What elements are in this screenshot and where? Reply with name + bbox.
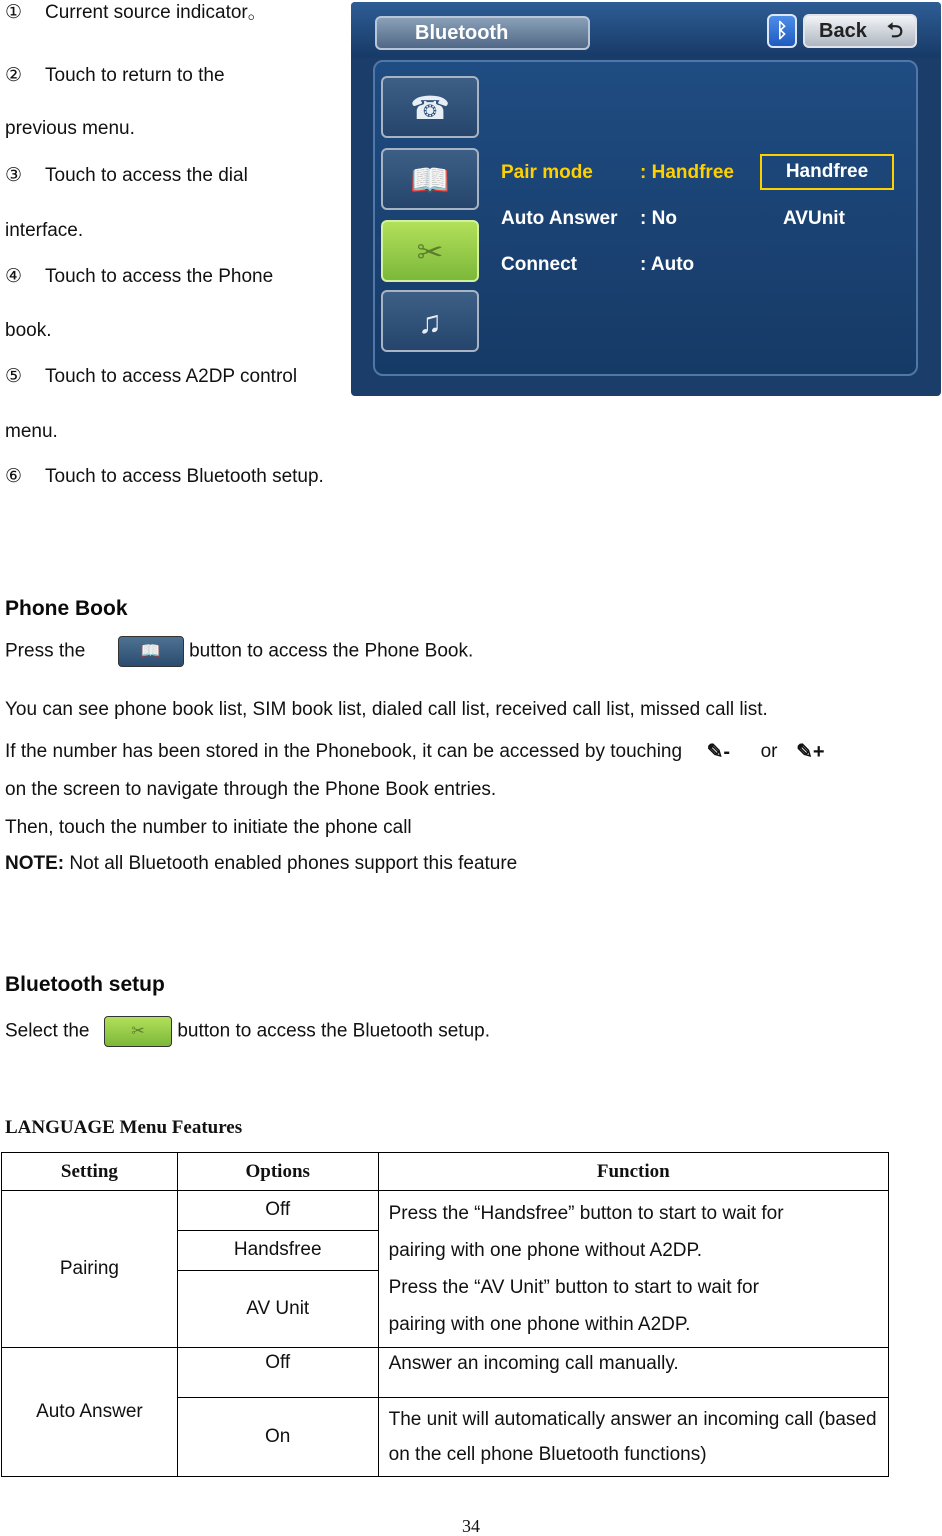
option-handsfree: Handsfree xyxy=(177,1230,378,1270)
next-entry-icon: ✎+ xyxy=(796,741,825,763)
option-off: Off xyxy=(177,1348,378,1398)
screen-title: Bluetooth xyxy=(375,16,590,50)
connect-value: : Auto xyxy=(640,254,695,275)
function-auto-answer: The unit will automatically answer an incoming call (based on the cell phone Bluetooth functions) xyxy=(378,1398,888,1477)
phonebook-button-icon xyxy=(118,636,184,667)
phonebook-icon: 📖 xyxy=(410,162,450,198)
dial-icon: ☎ xyxy=(410,90,450,126)
language-features-table xyxy=(1,1152,889,1477)
back-button[interactable] xyxy=(803,14,917,48)
table-header-row xyxy=(2,1153,889,1191)
function-manual-answer: Answer an incoming call manually. xyxy=(378,1348,888,1398)
phonebook-line-4: on the screen to navigate through the Phone Book entries. xyxy=(5,779,497,800)
bluetooth-source-icon: ᛒ xyxy=(767,14,797,48)
phonebook-line-1: Press the 📖 button to access the Phone Book. xyxy=(5,636,473,667)
option-off: Off xyxy=(177,1191,378,1231)
column-header-function: Function xyxy=(378,1153,888,1191)
pair-mode-value: : Handfree xyxy=(640,162,734,183)
callout-6: ⑥ Touch to access Bluetooth setup. xyxy=(5,466,324,487)
callout-4: ④ Touch to access the Phone xyxy=(5,266,274,287)
back-arrow-icon: ⮌ xyxy=(886,20,903,42)
previous-entry-icon: ✎- xyxy=(706,741,731,763)
a2dp-music-icon: ♫ xyxy=(418,304,442,340)
setting-pairing: Pairing xyxy=(2,1191,178,1348)
back-label: Back xyxy=(819,20,867,42)
language-features-heading: LANGUAGE Menu Features xyxy=(5,1117,243,1138)
note-label: NOTE: xyxy=(5,853,65,874)
option-av-unit: AV Unit xyxy=(177,1270,378,1348)
handfree-option-button[interactable]: Handfree xyxy=(760,154,894,190)
phonebook-glyph-icon: 📖 xyxy=(140,643,161,660)
column-header-options: Options xyxy=(177,1153,378,1191)
callout-2: ② Touch to return to the xyxy=(5,65,225,86)
pair-mode-label: Pair mode xyxy=(501,162,593,183)
a2dp-button[interactable] xyxy=(381,290,479,352)
table-row xyxy=(2,1191,889,1231)
callout-5-cont: menu. xyxy=(5,421,58,442)
dial-button[interactable] xyxy=(381,76,479,138)
phonebook-note: NOTE: Not all Bluetooth enabled phones support this feature xyxy=(5,853,518,874)
phonebook-line-5: Then, touch the number to initiate the phone call xyxy=(5,817,412,838)
phonebook-line-3: If the number has been stored in the Phonebook, it can be accessed by touching ✎- or ✎+ xyxy=(5,741,825,763)
auto-answer-value: : No xyxy=(640,208,677,229)
callout-2-cont: previous menu. xyxy=(5,118,135,139)
settings-tools-glyph-icon: ✂ xyxy=(131,1023,145,1040)
page-number: 34 xyxy=(462,1516,480,1536)
bluetooth-setup-button[interactable] xyxy=(381,220,479,282)
bluetooth-setup-button-icon xyxy=(104,1016,172,1047)
btsetup-line: Select the ✂ button to access the Bluetooth setup. xyxy=(5,1016,490,1047)
callout-3-cont: interface. xyxy=(5,220,84,241)
table-row xyxy=(2,1348,889,1398)
callout-5: ⑤ Touch to access A2DP control xyxy=(5,366,298,387)
callout-4-cont: book. xyxy=(5,320,52,341)
phonebook-button[interactable] xyxy=(381,148,479,210)
option-on: On xyxy=(177,1398,378,1477)
btsetup-heading: Bluetooth setup xyxy=(5,973,165,996)
avunit-option-button[interactable]: AVUnit xyxy=(783,208,845,229)
phonebook-heading: Phone Book xyxy=(5,597,128,620)
column-header-setting: Setting xyxy=(2,1153,178,1191)
bluetooth-screen xyxy=(351,2,941,396)
callout-3: ③ Touch to access the dial xyxy=(5,165,248,186)
auto-answer-label: Auto Answer xyxy=(501,208,618,229)
callout-1: ① Current source indicator。 xyxy=(5,2,267,23)
phonebook-line-2: You can see phone book list, SIM book list, dialed call list, received call list, missed call list. xyxy=(5,699,768,720)
settings-tools-icon: ✂ xyxy=(416,234,444,270)
connect-label: Connect xyxy=(501,254,577,275)
function-pairing: Press the “Handsfree” button to start to wait for pairing with one phone without A2DP. Press the “AV Unit” button to start to wait for pairing with one phone within A2DP. xyxy=(378,1191,888,1348)
setting-auto-answer: Auto Answer xyxy=(2,1348,178,1477)
